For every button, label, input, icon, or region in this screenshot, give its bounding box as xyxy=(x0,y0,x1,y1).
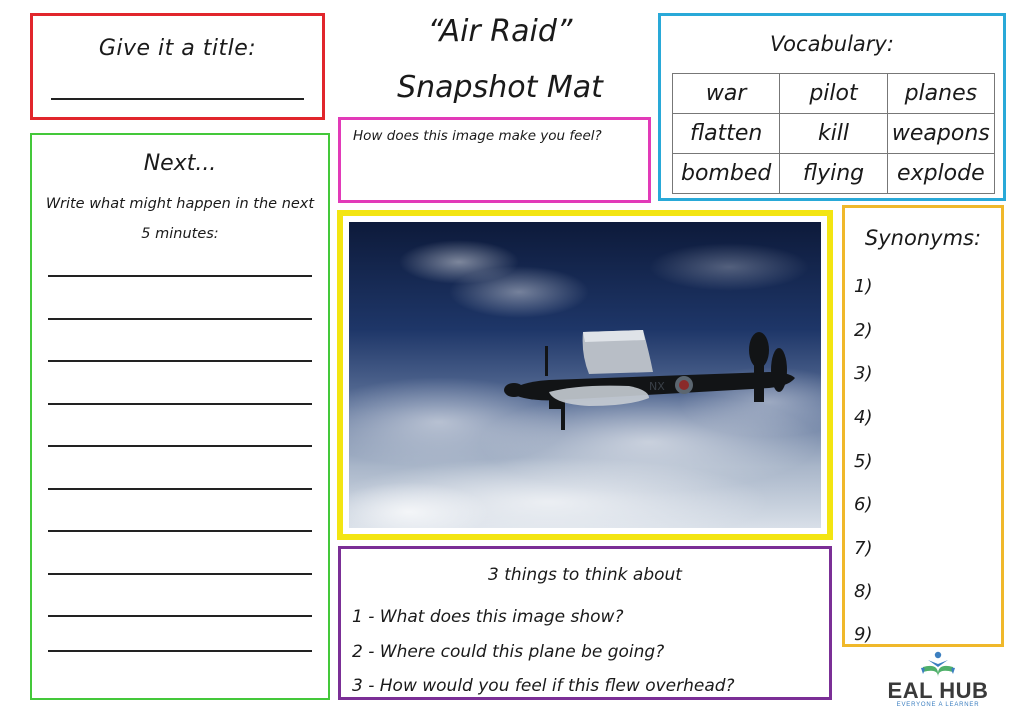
synonym-slot[interactable]: 7) xyxy=(854,538,873,559)
svg-text:NX: NX xyxy=(649,380,665,393)
think-question: 1 - What does this image show? xyxy=(352,607,624,627)
title-box xyxy=(30,13,325,120)
synonym-slot[interactable]: 3) xyxy=(854,363,873,384)
writing-line[interactable] xyxy=(48,403,312,405)
writing-line[interactable] xyxy=(48,650,312,652)
synonyms-heading: Synonyms: xyxy=(864,226,982,250)
vocabulary-row xyxy=(673,114,995,154)
page-subtitle: Snapshot Mat xyxy=(397,70,603,105)
feeling-box[interactable] xyxy=(338,117,651,203)
vocabulary-word: flying xyxy=(780,154,887,194)
synonym-slot[interactable]: 1) xyxy=(854,276,873,297)
writing-line[interactable] xyxy=(48,360,312,362)
vocabulary-row xyxy=(673,154,995,194)
writing-line[interactable] xyxy=(48,318,312,320)
synonym-slot[interactable]: 8) xyxy=(854,581,873,602)
bomber-photo xyxy=(349,222,821,528)
eal-hub-logo-icon xyxy=(883,650,993,678)
eal-hub-logo xyxy=(883,650,993,712)
writing-line[interactable] xyxy=(48,488,312,490)
vocabulary-word: kill xyxy=(780,114,887,154)
vocabulary-heading: Vocabulary: xyxy=(770,32,894,56)
vocabulary-row xyxy=(673,74,995,114)
vocabulary-word: war xyxy=(673,74,780,114)
bomber-plane-illustration xyxy=(349,222,821,528)
writing-line[interactable] xyxy=(48,573,312,575)
think-about-heading: 3 things to think about xyxy=(488,565,682,585)
next-heading: Next... xyxy=(143,151,217,176)
image-frame xyxy=(337,210,833,540)
vocabulary-word: pilot xyxy=(780,74,887,114)
synonym-slot[interactable]: 9) xyxy=(854,624,873,645)
title-prompt: Give it a title: xyxy=(98,36,257,61)
next-instruction: Write what might happen in the next 5 minutes: xyxy=(45,196,315,242)
vocabulary-word: planes xyxy=(887,74,994,114)
next-box xyxy=(30,133,330,700)
vocabulary-word: bombed xyxy=(673,154,780,194)
vocabulary-word: flatten xyxy=(673,114,780,154)
feeling-question: How does this image make you feel? xyxy=(353,128,602,144)
writing-line[interactable] xyxy=(48,445,312,447)
synonym-slot[interactable]: 6) xyxy=(854,494,873,515)
vocabulary-box xyxy=(658,13,1006,201)
logo-name: EAL HUB xyxy=(887,678,989,703)
synonyms-box xyxy=(842,205,1004,647)
think-question: 2 - Where could this plane be going? xyxy=(352,642,665,662)
title-answer-line[interactable] xyxy=(51,98,304,100)
logo-tagline: EVERYONE A LEARNER xyxy=(896,702,980,708)
writing-line[interactable] xyxy=(48,275,312,277)
vocabulary-word: weapons xyxy=(887,114,994,154)
synonym-slot[interactable]: 5) xyxy=(854,451,873,472)
synonym-slot[interactable]: 4) xyxy=(854,407,873,428)
writing-line[interactable] xyxy=(48,530,312,532)
writing-line[interactable] xyxy=(48,615,312,617)
page-title: “Air Raid” xyxy=(427,14,573,49)
synonym-slot[interactable]: 2) xyxy=(854,320,873,341)
think-question: 3 - How would you feel if this flew overhead? xyxy=(352,676,735,696)
vocabulary-table xyxy=(672,73,995,194)
think-about-box xyxy=(338,546,832,700)
vocabulary-word: explode xyxy=(887,154,994,194)
